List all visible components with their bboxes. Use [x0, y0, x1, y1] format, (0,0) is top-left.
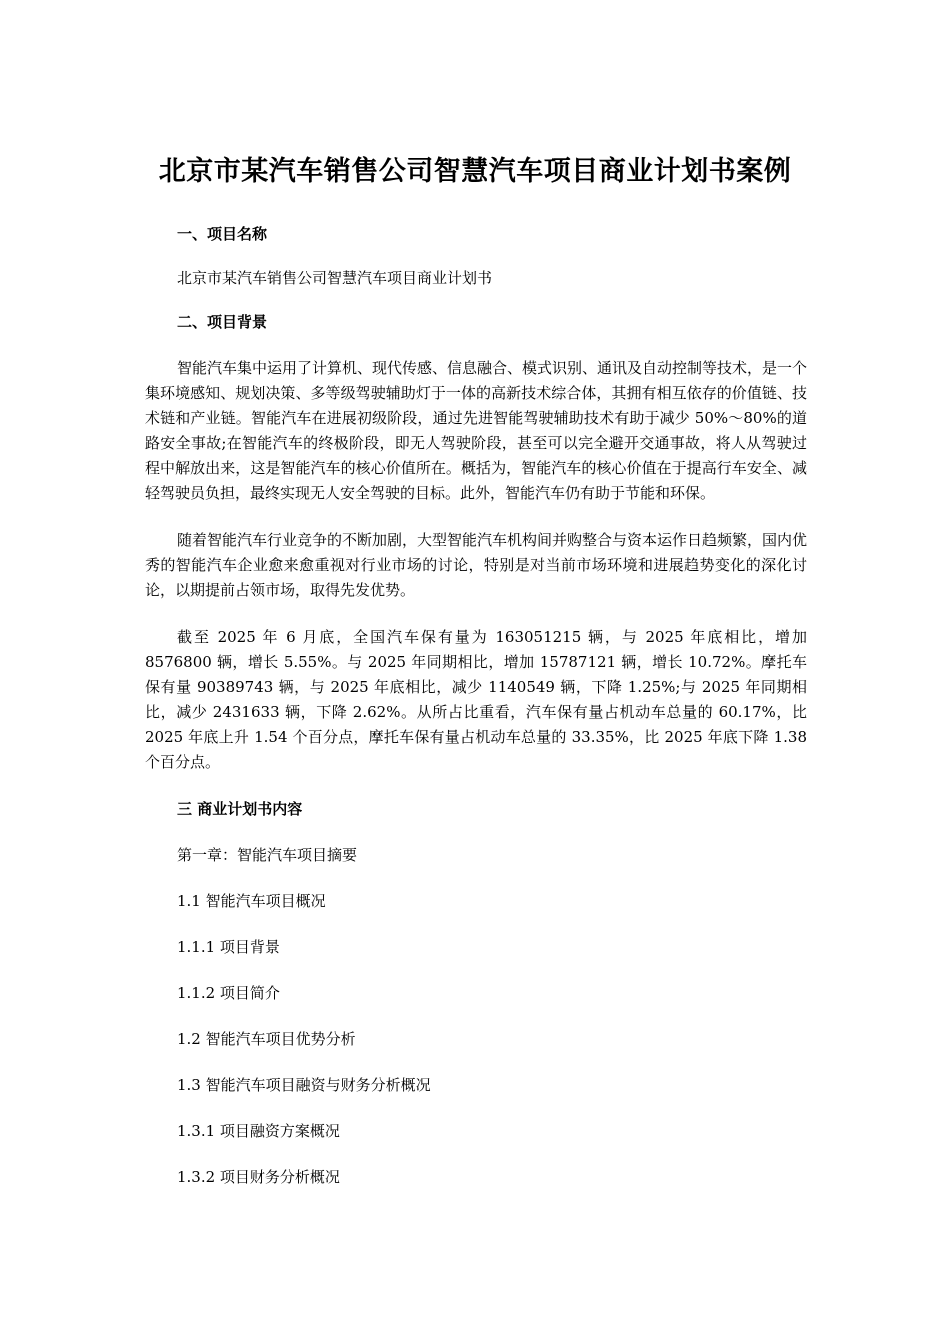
toc-item: 1.1.2 项目简介	[177, 984, 280, 1002]
toc-item: 1.3.2 项目财务分析概况	[177, 1168, 340, 1186]
toc-item: 1.1.1 项目背景	[177, 938, 280, 956]
project-name-text: 北京市某汽车销售公司智慧汽车项目商业计划书	[177, 269, 493, 287]
background-paragraph-3: 截至 2025 年 6 月底，全国汽车保有量为 163051215 辆，与 2025 年底相比，增加 8576800 辆，增长 5.55%。与 2025 年同期相比，增加 15787121 辆，增长 10.72%。摩托车保有量 90389743 辆，与 2025 年底相比，减少 1140549 辆，下降 1.25%;与 2025 年同期相比，减少 2431633 辆，下降 2.62%。从所占比重看，汽车保有量占机动车总量的 60.17%，比 2025 年底上升 1.54 个百分点，摩托车保有量占机动车总量的 33.35%，比 2025 年底下降 1.38 个百分点。	[145, 628, 807, 771]
toc-item: 1.3.1 项目融资方案概况	[177, 1122, 340, 1140]
toc-item: 第一章：智能汽车项目摘要	[177, 846, 358, 864]
background-paragraph-2: 随着智能汽车行业竞争的不断加剧，大型智能汽车机构间并购整合与资本运作日趋频繁，国内优秀的智能汽车企业愈来愈重视对行业市场的讨论，特别是对当前市场环境和进展趋势变化的深化讨论，以期提前占领市场，取得先发优势。	[145, 531, 808, 599]
section-heading-background: 二、项目背景	[177, 313, 268, 331]
background-paragraph-1: 智能汽车集中运用了计算机、现代传感、信息融合、模式识别、通讯及自动控制等技术，是一个集环境感知、规划决策、多等级驾驶辅助灯于一体的高新技术综合体，其拥有相互依存的价值链、技术链和产业链。智能汽车在进展初级阶段，通过先进智能驾驶辅助技术有助于减少 50%～80%的道路安全事故;在智能汽车的终极阶段，即无人驾驶阶段，甚至可以完全避开交通事故，将人从驾驶过程中解放出来，这是智能汽车的核心价值所在。概括为，智能汽车的核心价值在于提高行车安全、减轻驾驶员负担，最终实现无人安全驾驶的目标。此外，智能汽车仍有助于节能和环保。	[145, 359, 808, 502]
section-heading-project-name: 一、项目名称	[177, 225, 268, 243]
document-body	[145, 222, 807, 1189]
toc-item: 1.1 智能汽车项目概况	[177, 892, 326, 910]
document-title: 北京市某汽车销售公司智慧汽车项目商业计划书案例	[158, 156, 792, 187]
toc-item: 1.3 智能汽车项目融资与财务分析概况	[177, 1076, 431, 1094]
toc-item: 1.2 智能汽车项目优势分析	[177, 1030, 356, 1048]
section-heading-contents: 三 商业计划书内容	[177, 800, 303, 818]
